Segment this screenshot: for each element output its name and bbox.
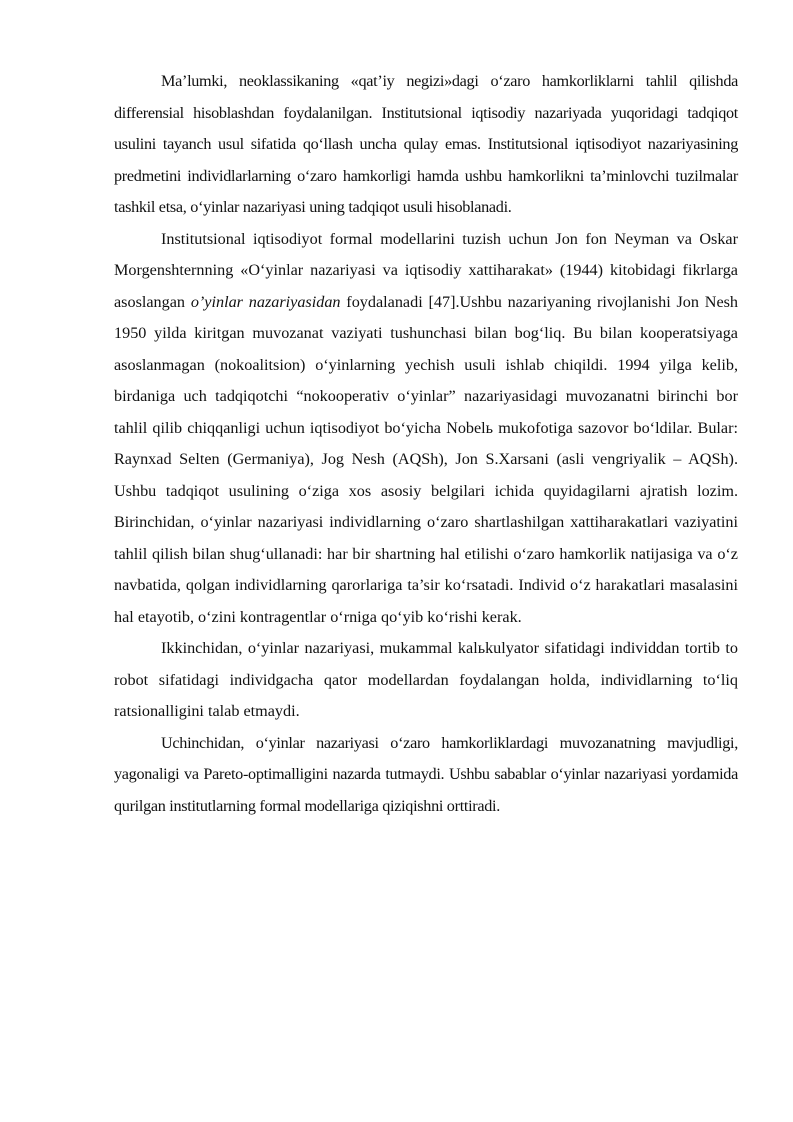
document-page bbox=[114, 66, 738, 822]
paragraph-text-before-emphasis: Institutsional iqtisodiyot formal modellarini tuzish uchun Jon fon Neyman va Oskar Morgenshternning «O‘yinlar nazariyasi va iqtisodiy xattiharakat» (1944) kitobidagi fikrlarga asoslangan bbox=[114, 229, 738, 311]
paragraph-third-feature: Uchinchidan, o‘yinlar nazariyasi o‘zaro hamkorliklardagi muvozanatning mavjudligi, yagonaligi va Pareto-optimalligini nazarda tutmaydi. Ushbu sabablar o‘yinlar nazariyasi yordamida qurilgan institutlarning formal modellariga qiziqishni orttiradi. bbox=[114, 733, 738, 815]
emphasized-term: o’yinlar nazariyasidan bbox=[190, 292, 341, 311]
paragraph-second-feature: Ikkinchidan, o‘yinlar nazariyasi, mukammal kalьkulyator sifatidagi individdan tortib to robot sifatidagi individgacha qator modellardan foydalangan holda, individlarning to‘liq ratsionalligini talab etmaydi. bbox=[114, 639, 738, 720]
paragraph-neoclassical-intro: Ma’lumki, neoklassikaning «qat’iy negizi»dagi o‘zaro hamkorliklarni tahlil qilishda differensial hisoblashdan foydalanilgan. Institutsional iqtisodiy nazariyada yuqoridagi tadqiqot usulini tayanch usul sifatida qo‘llash uncha qulay emas. Institutsional iqtisodiyot nazariyasining predmetini individlarlarning o‘zaro hamkorligi hamda ushbu hamkorlikni ta’minlovchi tuzilmalar tashkil etsa, o‘yinlar nazariyasi uning tadqiqot usuli hisoblanadi. bbox=[114, 72, 738, 216]
paragraph-text-after-emphasis: foydalanadi [47].Ushbu nazariyaning rivojlanishi Jon Nesh 1950 yilda kiritgan muvozanat vaziyati tushunchasi bilan bog‘liq. Bu bilan kooperatsiyaga asoslanmagan (nokoalitsion) o‘yinlarning yechish usuli ishlab chiqildi. 1994 yilga kelib, birdaniga uch tadqiqotchi “nokooperativ o‘yinlar” nazariyasidagi muvozanatni birinchi bor tahlil qilib chiqqanligi uchun iqtisodiyot bo‘yicha Nobelь mukofotiga sazovor bo‘ldilar. Bular: Raynxad Selten (Germaniya), Jog Nesh (AQSh), Jon S.Xarsani (asli vengriyalik – AQSh). Ushbu tadqiqot usulining o‘ziga xos asosiy belgilari ichida quyidagilarni ajratish lozim. Birinchidan, o‘yinlar nazariyasi individlarning o‘zaro shartlashilgan xattiharakatlari vaziyatini tahlil qilish bilan shug‘ullanadi: har bir shartning hal etilishi o‘zaro hamkorlik natijasiga va o‘z navbatida, qolgan individlarning qarorlariga ta’sir ko‘rsatadi. Individ o‘z harakatlari masalasini hal etayotib, o‘zini kontragentlar o‘rniga qo‘yib ko‘rishi kerak. bbox=[114, 292, 739, 626]
paragraph-game-theory-history bbox=[114, 224, 738, 634]
